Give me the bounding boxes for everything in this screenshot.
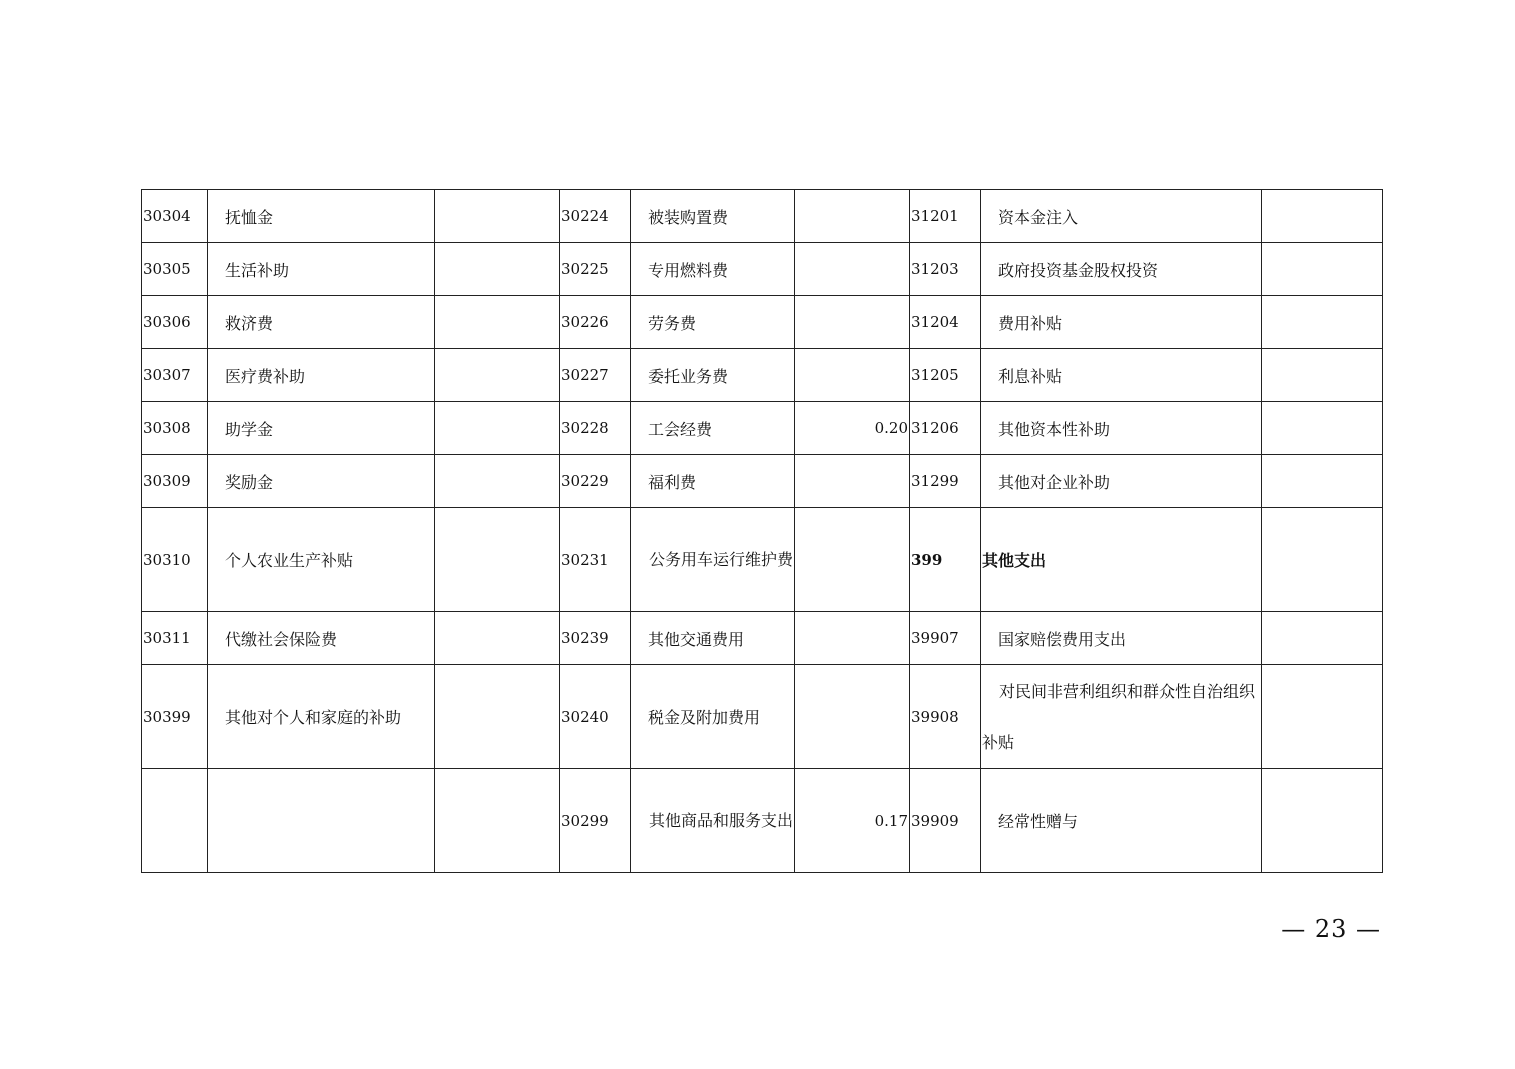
name-cell: 费用补贴 <box>981 296 1262 349</box>
category-code-cell: 399 <box>910 508 981 612</box>
code-cell: 30228 <box>560 402 631 455</box>
expenditure-table <box>141 189 1383 873</box>
code-cell: 30239 <box>560 612 631 665</box>
amount-cell <box>435 190 560 243</box>
name-cell: 国家赔偿费用支出 <box>981 612 1262 665</box>
amount-cell <box>1262 769 1383 873</box>
amount-cell <box>1262 190 1383 243</box>
code-cell: 31203 <box>910 243 981 296</box>
amount-cell <box>795 243 910 296</box>
code-cell: 31206 <box>910 402 981 455</box>
name-cell: 其他商品和服务支出 <box>631 769 795 873</box>
table-row <box>142 612 1383 665</box>
amount-cell <box>435 402 560 455</box>
name-cell: 救济费 <box>208 296 435 349</box>
code-cell: 31299 <box>910 455 981 508</box>
code-cell: 30306 <box>142 296 208 349</box>
code-cell: 30240 <box>560 665 631 769</box>
amount-cell <box>1262 402 1383 455</box>
name-cell: 税金及附加费用 <box>631 665 795 769</box>
table-row <box>142 243 1383 296</box>
amount-cell <box>795 349 910 402</box>
name-cell: 政府投资基金股权投资 <box>981 243 1262 296</box>
name-cell: 利息补贴 <box>981 349 1262 402</box>
name-cell <box>208 769 435 873</box>
name-cell: 其他对企业补助 <box>981 455 1262 508</box>
name-cell: 对民间非营利组织和群众性自治组织补贴 <box>981 665 1262 769</box>
amount-cell <box>795 612 910 665</box>
name-cell: 被装购置费 <box>631 190 795 243</box>
code-cell: 30227 <box>560 349 631 402</box>
table-row <box>142 455 1383 508</box>
code-cell: 30309 <box>142 455 208 508</box>
name-cell: 个人农业生产补贴 <box>208 508 435 612</box>
amount-cell <box>435 455 560 508</box>
table-row <box>142 190 1383 243</box>
amount-cell <box>1262 455 1383 508</box>
name-cell: 委托业务费 <box>631 349 795 402</box>
amount-cell <box>795 296 910 349</box>
code-cell: 31205 <box>910 349 981 402</box>
table-row <box>142 665 1383 769</box>
name-cell: 其他交通费用 <box>631 612 795 665</box>
code-cell: 30399 <box>142 665 208 769</box>
amount-cell <box>795 508 910 612</box>
name-cell: 公务用车运行维护费 <box>631 508 795 612</box>
code-cell: 31204 <box>910 296 981 349</box>
amount-cell <box>795 455 910 508</box>
amount-cell <box>435 243 560 296</box>
amount-cell <box>1262 243 1383 296</box>
amount-cell <box>1262 296 1383 349</box>
name-cell: 生活补助 <box>208 243 435 296</box>
category-name-cell: 其他支出 <box>981 508 1262 612</box>
name-cell: 经常性赠与 <box>981 769 1262 873</box>
code-cell: 30299 <box>560 769 631 873</box>
name-cell: 其他资本性补助 <box>981 402 1262 455</box>
name-cell: 工会经费 <box>631 402 795 455</box>
amount-cell <box>435 612 560 665</box>
code-cell: 30229 <box>560 455 631 508</box>
code-cell: 30310 <box>142 508 208 612</box>
amount-cell <box>435 769 560 873</box>
page-number: — 23 — <box>1281 915 1381 943</box>
amount-cell <box>1262 665 1383 769</box>
table-row <box>142 349 1383 402</box>
amount-cell <box>435 508 560 612</box>
code-cell: 30304 <box>142 190 208 243</box>
amount-cell <box>435 665 560 769</box>
code-cell: 30231 <box>560 508 631 612</box>
table-row <box>142 769 1383 873</box>
code-cell: 30224 <box>560 190 631 243</box>
amount-cell <box>435 296 560 349</box>
code-cell <box>142 769 208 873</box>
table-row <box>142 508 1383 612</box>
name-cell: 抚恤金 <box>208 190 435 243</box>
name-cell: 奖励金 <box>208 455 435 508</box>
amount-cell: 0.17 <box>795 769 910 873</box>
name-cell: 代缴社会保险费 <box>208 612 435 665</box>
amount-cell <box>795 665 910 769</box>
table-row <box>142 402 1383 455</box>
code-cell: 30225 <box>560 243 631 296</box>
amount-cell <box>435 349 560 402</box>
code-cell: 30226 <box>560 296 631 349</box>
name-cell: 劳务费 <box>631 296 795 349</box>
name-cell: 专用燃料费 <box>631 243 795 296</box>
table-row <box>142 296 1383 349</box>
name-cell: 福利费 <box>631 455 795 508</box>
name-cell: 其他对个人和家庭的补助 <box>208 665 435 769</box>
code-cell: 30311 <box>142 612 208 665</box>
name-cell: 资本金注入 <box>981 190 1262 243</box>
name-cell: 助学金 <box>208 402 435 455</box>
code-cell: 31201 <box>910 190 981 243</box>
code-cell: 39907 <box>910 612 981 665</box>
code-cell: 39909 <box>910 769 981 873</box>
amount-cell <box>795 190 910 243</box>
amount-cell: 0.20 <box>795 402 910 455</box>
amount-cell <box>1262 612 1383 665</box>
code-cell: 30308 <box>142 402 208 455</box>
amount-cell <box>1262 349 1383 402</box>
code-cell: 30305 <box>142 243 208 296</box>
code-cell: 39908 <box>910 665 981 769</box>
amount-cell <box>1262 508 1383 612</box>
code-cell: 30307 <box>142 349 208 402</box>
name-cell: 医疗费补助 <box>208 349 435 402</box>
